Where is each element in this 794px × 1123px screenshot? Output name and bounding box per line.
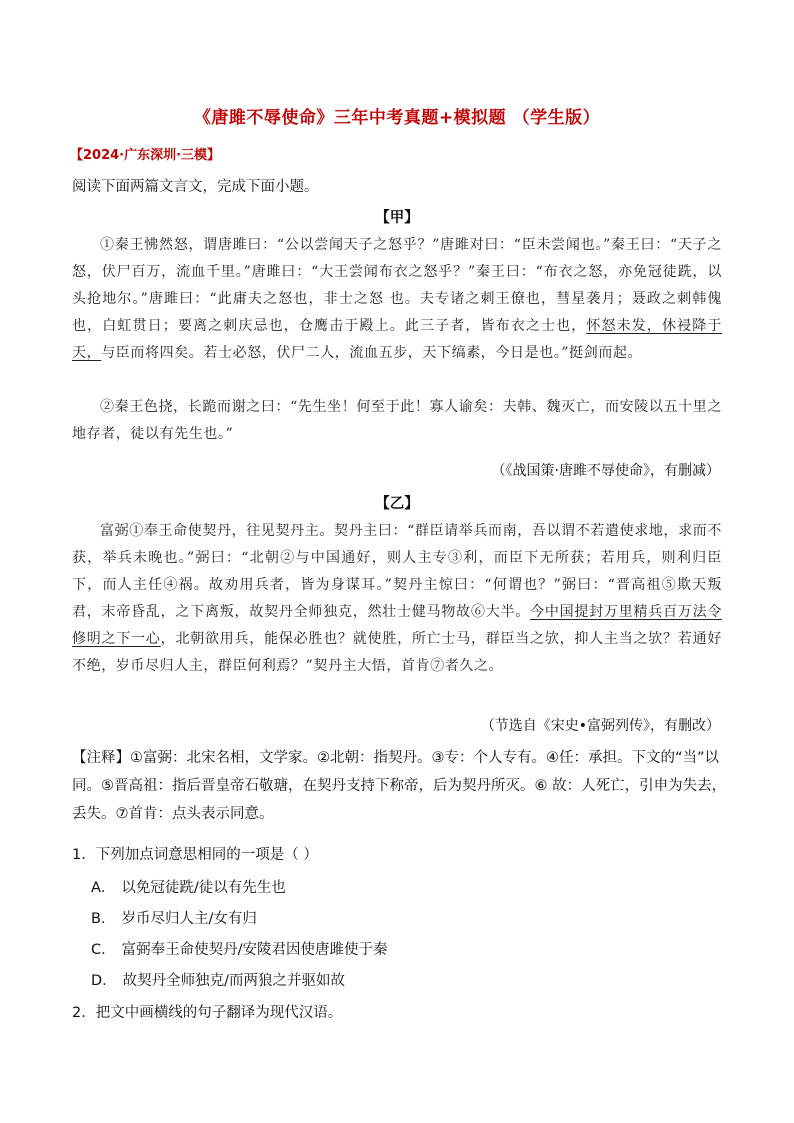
question-1-option-b[interactable] (91, 907, 257, 928)
option-d-label: D． (91, 973, 117, 989)
yi-source-note: （节选自《宋史•富弼列传》，有删改） (480, 718, 720, 734)
jia-paragraph-2: ②秦王色挠，长跪而谢之曰：“先生坐！何至于此！寡人谕矣：夫韩、魏灭亡，而安陵以五十里之地存者，徒以有先生也。” (72, 399, 722, 442)
exam-source-tag: 【2024·广东深圳·三模】 (70, 148, 221, 163)
jia-paragraph-1 (72, 232, 722, 367)
jia-source-note: （《战国策·唐雎不辱使命》，有删减） (491, 463, 720, 479)
option-c-text: 富弼奉王命使契丹/安陵君因使唐雎使于秦 (121, 942, 388, 958)
option-b-label: B． (91, 911, 116, 927)
document-title: 《唐雎不辱使命》三年中考真题+模拟题 （学生版） (193, 108, 601, 128)
option-b-text: 岁币尽归人主/女有归 (121, 911, 257, 927)
question-1-option-c[interactable] (91, 938, 388, 959)
section-yi-heading: 【乙】 (375, 496, 419, 512)
yi-paragraph-end: ，北朝欲用兵，能保必胜也？就使胜，所亡士马，群臣当之欤，抑人主当之欤？若通好不绝，岁币尽归人主，群臣何利焉？”契丹主大悟，首肯⑦者久之。 (72, 631, 722, 674)
reading-instruction: 阅读下面两篇文言文，完成下面小题。 (72, 179, 319, 195)
option-a-label: A． (91, 880, 116, 896)
option-d-text: 故契丹全师独克/而两狼之并驱如故 (122, 973, 346, 989)
option-a-text: 以免冠徒跣/徒以有先生也 (121, 880, 286, 896)
yi-underlined-sentence: 今中国提封万里精兵百万法令修明之下一心 (72, 604, 722, 647)
jia-paragraph-1-end: 与臣而将四矣。若士必怒，伏尸二人，流血五步，天下缟素，今日是也。”挺剑而起。 (101, 345, 643, 361)
yi-paragraph-text: 富弼①奉王命使契丹，往见契丹主。契丹主曰：“群臣请举兵而南，吾以谓不若遣使求地，求而不获，举兵未晚也。”弼曰：“北朝②与中国通好，则人主专③利，而臣下无所获；若用兵，则利归臣下，而人主任④祸。故劝用兵者，皆为身谋耳。”契丹主惊曰：“何谓也？”弼曰：“晋高祖⑤欺天叛君，末帝昏乱，之下离叛，故契丹全师独克，然壮士健马物故⑥大半。 (72, 523, 722, 620)
yi-paragraph (72, 518, 722, 680)
jia-paragraph-1-text: ①秦王怫然怒，谓唐雎曰：“公以尝闻天子之怒乎？”唐雎对曰：“臣未尝闻也。”秦王曰：“天子之怒，伏尸百万，流血千里。”唐雎曰：“大王尝闻布衣之怒乎？”秦王曰：“布衣之怒，亦免冠徒跣，以头抢地尔。”唐雎曰：“此庸夫之怒也，非士之怒 也。夫专诸之刺王僚也，彗星袭月；聂政之刺韩傀也，白虹贯日；要离之刺庆忌也，仓鹰击于殿上。此三子者，皆布衣之士也， (72, 237, 722, 334)
question-1-option-a[interactable] (91, 876, 286, 897)
section-jia-heading: 【甲】 (375, 210, 419, 226)
annotations: 【注释】①富弼：北宋名相，文学家。②北朝：指契丹。③专：个人专有。④任：承担。下文的“当”以同。⑤晋高祖：指后晋皇帝石敬瑭，在契丹支持下称帝，后为契丹所灭。⑥ 故：人死亡，引申为失去，丢失。⑦首肯：点头表示同意。 (72, 750, 727, 822)
question-1-stem: 1．下列加点词意思相同的一项是（ ） (72, 847, 318, 863)
question-2-stem: 2．把文中画横线的句子翻译为现代汉语。 (72, 1005, 343, 1021)
question-1-option-d[interactable] (91, 969, 345, 990)
jia-underlined-sentence: 怀怒未发，休祲降于天， (72, 318, 722, 361)
option-c-label: C． (91, 942, 116, 958)
